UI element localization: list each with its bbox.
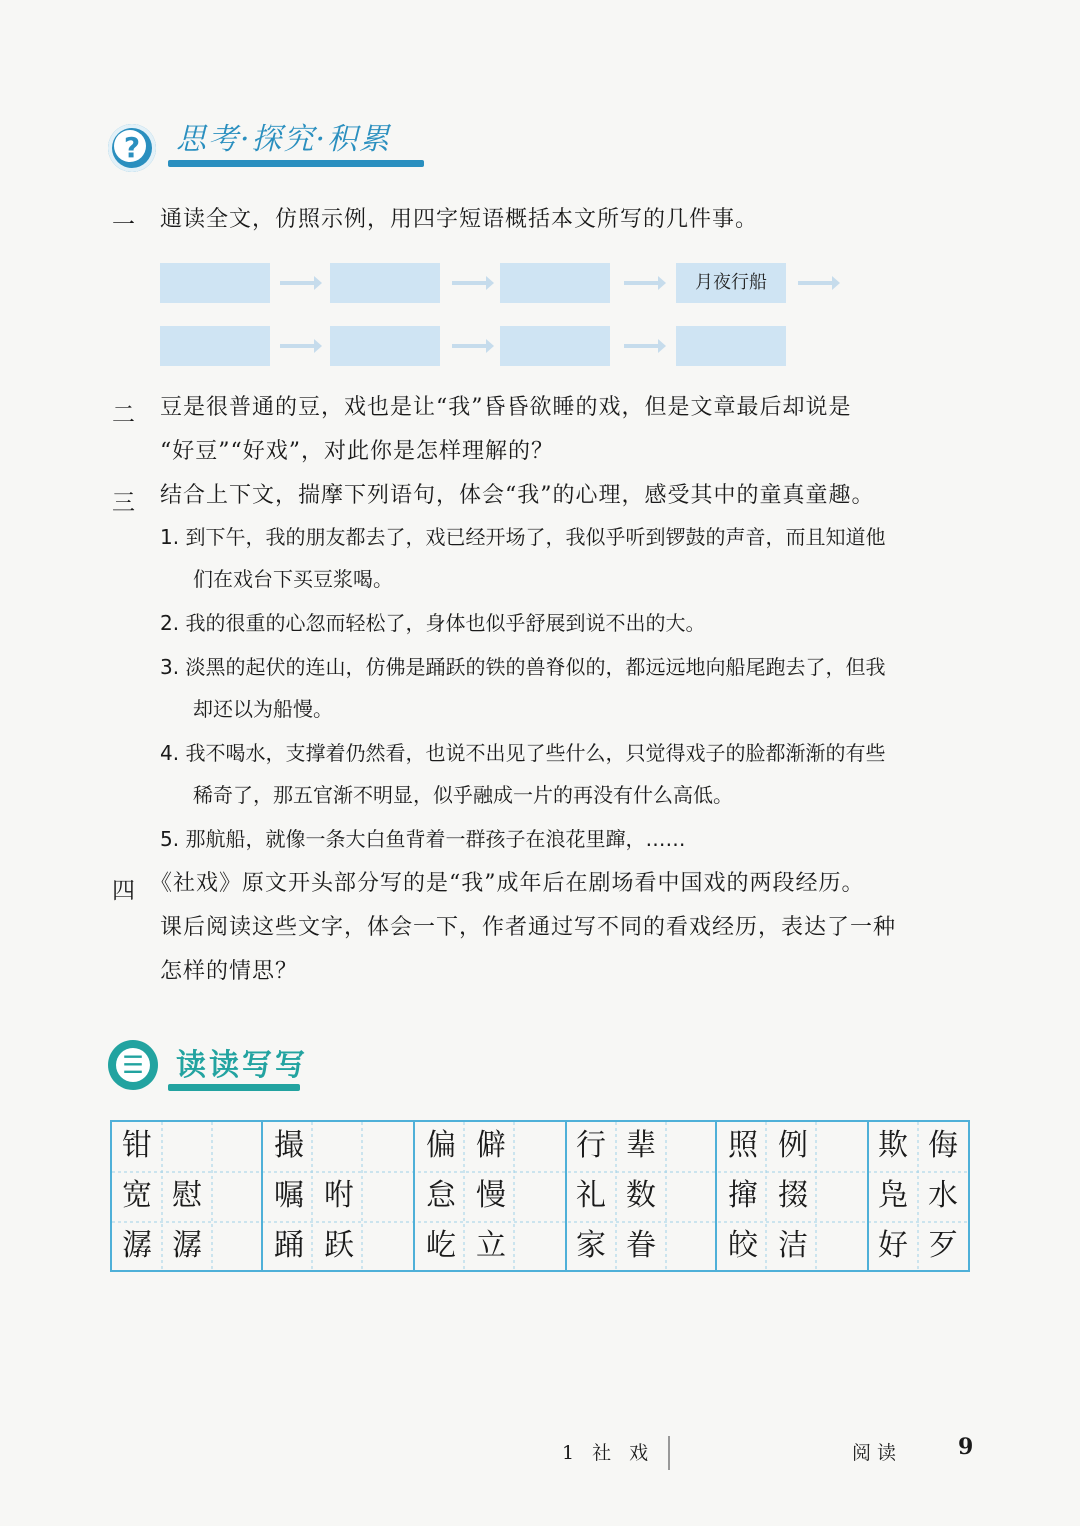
word-char: 怠 <box>426 1178 456 1213</box>
word-char: 例 <box>778 1128 808 1163</box>
flow-box <box>500 326 610 366</box>
word-char: 侮 <box>928 1128 958 1163</box>
arrow-right-icon <box>798 281 834 285</box>
arrow-right-icon <box>624 281 660 285</box>
sub-item: 2. 我的很重的心忽而轻松了，身体也似乎舒展到说不出的大。 <box>160 611 706 635</box>
sub-item: 3. 淡黑的起伏的连山，仿佛是踊跃的铁的兽脊似的，都远远地向船尾跑去了，但我 <box>160 655 886 679</box>
sub-item: 4. 我不喝水，支撑着仍然看，也说不出见了些什么，只觉得戏子的脸都渐渐的有些 <box>160 741 886 765</box>
word-char: 咐 <box>324 1178 354 1213</box>
flow-box <box>160 326 270 366</box>
word-char: 慰 <box>172 1178 202 1213</box>
word-char: 数 <box>626 1178 656 1213</box>
word-grid <box>110 1120 970 1272</box>
section-underline <box>168 160 424 167</box>
lesson-label: 1 社 戏 <box>562 1442 655 1464</box>
question-number: 四 <box>112 878 135 904</box>
word-char <box>162 1121 212 1171</box>
word-char <box>314 1121 364 1171</box>
word-char: 屹 <box>426 1228 456 1263</box>
section-label: 阅读 <box>852 1442 903 1464</box>
word-char: 水 <box>928 1178 958 1213</box>
word-char: 踊 <box>274 1228 304 1263</box>
question-text: 结合上下文，揣摩下列语句，体会“我”的心理，感受其中的童真童趣。 <box>160 483 875 508</box>
grid-lines <box>112 1122 968 1270</box>
word-char: 立 <box>476 1228 506 1263</box>
flow-box <box>330 263 440 303</box>
page-number: 9 <box>958 1434 974 1460</box>
word-char: 欺 <box>878 1128 908 1163</box>
section-title-read-write: 读读写写 <box>176 1048 308 1083</box>
word-char: 跃 <box>324 1228 354 1263</box>
word-char: 僻 <box>476 1128 506 1163</box>
word-char: 慢 <box>476 1178 506 1213</box>
word-char: 皎 <box>728 1228 758 1263</box>
question-mark-icon: ? <box>108 124 156 172</box>
word-char: 撮 <box>274 1128 304 1163</box>
word-char: 掇 <box>778 1178 808 1213</box>
word-char: 好 <box>878 1228 908 1263</box>
word-char: 钳 <box>122 1128 152 1163</box>
arrow-right-icon <box>280 281 316 285</box>
arrow-right-icon <box>452 344 488 348</box>
word-char: 礼 <box>576 1178 606 1213</box>
arrow-right-icon <box>452 281 488 285</box>
flow-box <box>160 263 270 303</box>
word-char: 照 <box>728 1128 758 1163</box>
word-char: 凫 <box>878 1178 908 1213</box>
section-title-think: 思考·探究·积累 <box>176 122 392 157</box>
word-char: 潺 <box>122 1228 152 1263</box>
sub-item: 却还以为船慢。 <box>193 697 333 721</box>
flow-box <box>500 263 610 303</box>
word-char: 歹 <box>928 1228 958 1263</box>
sub-item: 们在戏台下买豆浆喝。 <box>193 567 393 591</box>
flow-box <box>330 326 440 366</box>
word-char: 潺 <box>172 1228 202 1263</box>
question-number: 二 <box>112 402 135 428</box>
word-char: 撺 <box>728 1178 758 1213</box>
question-number: 一 <box>112 212 135 238</box>
sub-item: 1. 到下午，我的朋友都去了，戏已经开场了，我似乎听到锣鼓的声音，而且知道他 <box>160 525 886 549</box>
word-char: 眷 <box>626 1228 656 1263</box>
question-text: “好豆”“好戏”，对此你是怎样理解的？ <box>160 439 554 464</box>
word-char: 宽 <box>122 1178 152 1213</box>
word-char: 行 <box>576 1128 606 1163</box>
flow-box-example: 月夜行船 <box>676 263 786 303</box>
arrow-right-icon <box>280 344 316 348</box>
three-lines-icon: ☰ <box>108 1040 158 1090</box>
word-char: 偏 <box>426 1128 456 1163</box>
question-text: 豆是很普通的豆，戏也是让“我”昏昏欲睡的戏，但是文章最后却说是 <box>160 395 852 420</box>
question-text: 《社戏》原文开头部分写的是“我”成年后在剧场看中国戏的两段经历。 <box>150 871 865 896</box>
word-char: 家 <box>576 1228 606 1263</box>
question-text: 怎样的情思？ <box>160 959 299 984</box>
word-char: 辈 <box>626 1128 656 1163</box>
question-text: 通读全文，仿照示例，用四字短语概括本文所写的几件事。 <box>160 207 759 232</box>
footer-divider <box>668 1436 670 1470</box>
sub-item: 5. 那航船，就像一条大白鱼背着一群孩子在浪花里蹿，…… <box>160 827 686 851</box>
section-underline <box>168 1084 300 1091</box>
word-char: 嘱 <box>274 1178 304 1213</box>
question-text: 课后阅读这些文字，体会一下，作者通过写不同的看戏经历，表达了一种 <box>160 915 897 940</box>
sub-item: 稀奇了，那五官渐不明显，似乎融成一片的再没有什么高低。 <box>193 783 733 807</box>
arrow-right-icon <box>624 344 660 348</box>
word-char: 洁 <box>778 1228 808 1263</box>
flow-box <box>676 326 786 366</box>
question-number: 三 <box>112 490 135 516</box>
